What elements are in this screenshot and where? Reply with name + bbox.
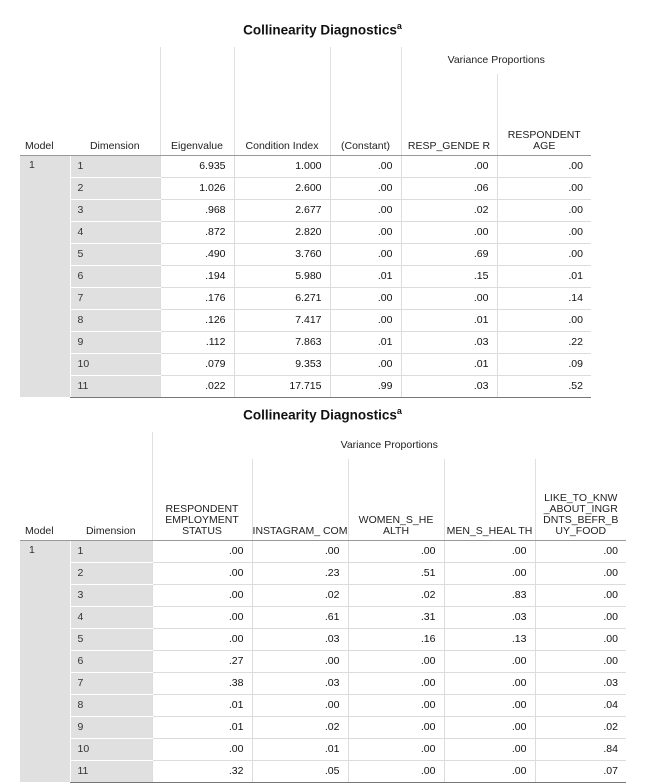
value-cell: .00 [330, 309, 401, 331]
value-cell: .00 [330, 243, 401, 265]
table-row [20, 375, 591, 397]
value-cell: .06 [401, 177, 497, 199]
value-cell: .32 [152, 760, 252, 782]
table-row [20, 221, 591, 243]
value-cell: .00 [401, 221, 497, 243]
dimension-cell: 8 [70, 694, 152, 716]
value-cell: .112 [160, 331, 234, 353]
value-cell: .03 [444, 606, 535, 628]
value-cell: .31 [348, 606, 444, 628]
table-row [20, 155, 591, 177]
value-cell: .01 [252, 738, 348, 760]
table1-body [20, 155, 591, 397]
value-cell: .00 [348, 650, 444, 672]
value-cell: .00 [348, 760, 444, 782]
value-cell: .00 [535, 650, 626, 672]
value-cell: .00 [330, 221, 401, 243]
value-cell: 6.935 [160, 155, 234, 177]
dimension-cell: 2 [70, 177, 160, 199]
table1-title-text: Collinearity Diagnostics [243, 22, 397, 38]
table1-col-respondent-age: RESPONDENT AGE [497, 74, 591, 155]
value-cell: .968 [160, 199, 234, 221]
value-cell: .079 [160, 353, 234, 375]
value-cell: 6.271 [234, 287, 330, 309]
value-cell: .00 [252, 694, 348, 716]
value-cell: .84 [535, 738, 626, 760]
table1-col-dimension: Dimension [70, 74, 160, 155]
dimension-cell: 9 [70, 331, 160, 353]
value-cell: .01 [330, 265, 401, 287]
value-cell: .99 [330, 375, 401, 397]
value-cell: .02 [401, 199, 497, 221]
value-cell: .13 [444, 628, 535, 650]
dimension-cell: 11 [70, 760, 152, 782]
value-cell: .38 [152, 672, 252, 694]
dimension-cell: 3 [70, 199, 160, 221]
value-cell: .03 [401, 331, 497, 353]
value-cell: .00 [348, 694, 444, 716]
value-cell: .00 [152, 606, 252, 628]
table1-col-constant: (Constant) [330, 74, 401, 155]
value-cell: .03 [252, 672, 348, 694]
value-cell: 2.600 [234, 177, 330, 199]
value-cell: .00 [497, 199, 591, 221]
dimension-cell: 10 [70, 738, 152, 760]
dimension-cell: 2 [70, 562, 152, 584]
dimension-cell: 5 [70, 628, 152, 650]
table-row [20, 650, 626, 672]
table1-col-eigenvalue: Eigenvalue [160, 74, 234, 155]
table-row [20, 353, 591, 375]
value-cell: .176 [160, 287, 234, 309]
value-cell: .00 [348, 672, 444, 694]
value-cell: .51 [348, 562, 444, 584]
collinearity-table-1 [20, 47, 591, 398]
table-row [20, 540, 626, 562]
table1-col-model: Model [20, 74, 70, 155]
table-row [20, 243, 591, 265]
value-cell: .04 [535, 694, 626, 716]
table-row [20, 287, 591, 309]
value-cell: .00 [444, 738, 535, 760]
dimension-cell: 9 [70, 716, 152, 738]
value-cell: .01 [152, 694, 252, 716]
table1-title [0, 21, 645, 38]
value-cell: .00 [401, 287, 497, 309]
table-row [20, 309, 591, 331]
value-cell: .00 [535, 584, 626, 606]
table2-footnote-marker: a [396, 406, 402, 416]
value-cell: .15 [401, 265, 497, 287]
value-cell: .16 [348, 628, 444, 650]
table-row [20, 628, 626, 650]
value-cell: .09 [497, 353, 591, 375]
table-row [20, 716, 626, 738]
table2-body [20, 540, 626, 782]
value-cell: .02 [252, 716, 348, 738]
value-cell: .52 [497, 375, 591, 397]
table-row [20, 584, 626, 606]
value-cell: .00 [535, 628, 626, 650]
value-cell: .126 [160, 309, 234, 331]
value-cell: .00 [444, 760, 535, 782]
value-cell: .00 [252, 540, 348, 562]
value-cell: .61 [252, 606, 348, 628]
table-row [20, 606, 626, 628]
table2-variance-proportions-header: Variance Proportions [152, 432, 626, 459]
value-cell: .872 [160, 221, 234, 243]
value-cell: .00 [497, 177, 591, 199]
dimension-cell: 1 [70, 540, 152, 562]
value-cell: .01 [497, 265, 591, 287]
table1-col-resp-gender: RESP_GENDE R [401, 74, 497, 155]
table2-col-like-to-know-ingredients: LIKE_TO_KNW _ABOUT_INGR DNTS_BEFR_B UY_FOOD [535, 459, 626, 540]
dimension-cell: 11 [70, 375, 160, 397]
value-cell: 7.863 [234, 331, 330, 353]
model-cell: 1 [20, 155, 70, 397]
value-cell: 1.026 [160, 177, 234, 199]
value-cell: .00 [330, 177, 401, 199]
value-cell: .01 [401, 309, 497, 331]
value-cell: .00 [330, 287, 401, 309]
dimension-cell: 10 [70, 353, 160, 375]
value-cell: .022 [160, 375, 234, 397]
table2-title-text: Collinearity Diagnostics [243, 407, 397, 423]
dimension-cell: 8 [70, 309, 160, 331]
value-cell: .02 [348, 584, 444, 606]
dimension-cell: 3 [70, 584, 152, 606]
table1-col-condition-index: Condition Index [234, 74, 330, 155]
value-cell: .00 [401, 155, 497, 177]
table1-footnote-marker: a [396, 21, 402, 31]
value-cell: .00 [444, 672, 535, 694]
table-row [20, 265, 591, 287]
table2-col-instagram-com: INSTAGRAM_ COM [252, 459, 348, 540]
value-cell: .02 [252, 584, 348, 606]
dimension-cell: 7 [70, 672, 152, 694]
dimension-cell: 5 [70, 243, 160, 265]
value-cell: .07 [535, 760, 626, 782]
table2-col-employment-status: RESPONDENT EMPLOYMENT STATUS [152, 459, 252, 540]
table-row [20, 177, 591, 199]
value-cell: 9.353 [234, 353, 330, 375]
value-cell: .00 [497, 221, 591, 243]
value-cell: .03 [401, 375, 497, 397]
dimension-cell: 6 [70, 265, 160, 287]
table2-col-model: Model [20, 459, 70, 540]
table-row [20, 760, 626, 782]
value-cell: .00 [444, 562, 535, 584]
value-cell: .00 [152, 562, 252, 584]
value-cell: 5.980 [234, 265, 330, 287]
value-cell: .22 [497, 331, 591, 353]
value-cell: .27 [152, 650, 252, 672]
model-cell: 1 [20, 540, 70, 782]
value-cell: .00 [497, 155, 591, 177]
value-cell: .00 [535, 606, 626, 628]
value-cell: .00 [152, 738, 252, 760]
value-cell: 1.000 [234, 155, 330, 177]
table2-col-womens-health: WOMEN_S_HE ALTH [348, 459, 444, 540]
value-cell: .00 [348, 738, 444, 760]
table-row [20, 331, 591, 353]
value-cell: .00 [348, 540, 444, 562]
value-cell: .00 [348, 716, 444, 738]
dimension-cell: 1 [70, 155, 160, 177]
value-cell: .00 [444, 716, 535, 738]
value-cell: .00 [444, 650, 535, 672]
value-cell: 2.820 [234, 221, 330, 243]
value-cell: .03 [252, 628, 348, 650]
value-cell: .00 [252, 650, 348, 672]
value-cell: 3.760 [234, 243, 330, 265]
value-cell: .00 [330, 155, 401, 177]
dimension-cell: 7 [70, 287, 160, 309]
value-cell: .02 [535, 716, 626, 738]
dimension-cell: 4 [70, 221, 160, 243]
table2-col-dimension: Dimension [70, 459, 152, 540]
value-cell: .69 [401, 243, 497, 265]
table-row [20, 694, 626, 716]
table2-col-mens-health: MEN_S_HEAL TH [444, 459, 535, 540]
value-cell: .01 [401, 353, 497, 375]
collinearity-table-2 [20, 432, 626, 783]
value-cell: .00 [535, 540, 626, 562]
value-cell: .00 [330, 353, 401, 375]
value-cell: .00 [152, 584, 252, 606]
value-cell: .00 [497, 243, 591, 265]
value-cell: .00 [444, 540, 535, 562]
value-cell: .23 [252, 562, 348, 584]
value-cell: .01 [330, 331, 401, 353]
value-cell: .00 [152, 540, 252, 562]
value-cell: 7.417 [234, 309, 330, 331]
dimension-cell: 6 [70, 650, 152, 672]
table-row [20, 562, 626, 584]
value-cell: .00 [497, 309, 591, 331]
value-cell: 17.715 [234, 375, 330, 397]
table-row [20, 738, 626, 760]
table2-title [0, 406, 645, 423]
table-row [20, 672, 626, 694]
value-cell: .83 [444, 584, 535, 606]
value-cell: .00 [330, 199, 401, 221]
table-row [20, 199, 591, 221]
value-cell: .05 [252, 760, 348, 782]
value-cell: .194 [160, 265, 234, 287]
value-cell: .03 [535, 672, 626, 694]
value-cell: .00 [535, 562, 626, 584]
table1-variance-proportions-header: Variance Proportions [401, 47, 591, 74]
dimension-cell: 4 [70, 606, 152, 628]
value-cell: .14 [497, 287, 591, 309]
value-cell: .01 [152, 716, 252, 738]
value-cell: 2.677 [234, 199, 330, 221]
value-cell: .00 [444, 694, 535, 716]
value-cell: .490 [160, 243, 234, 265]
value-cell: .00 [152, 628, 252, 650]
